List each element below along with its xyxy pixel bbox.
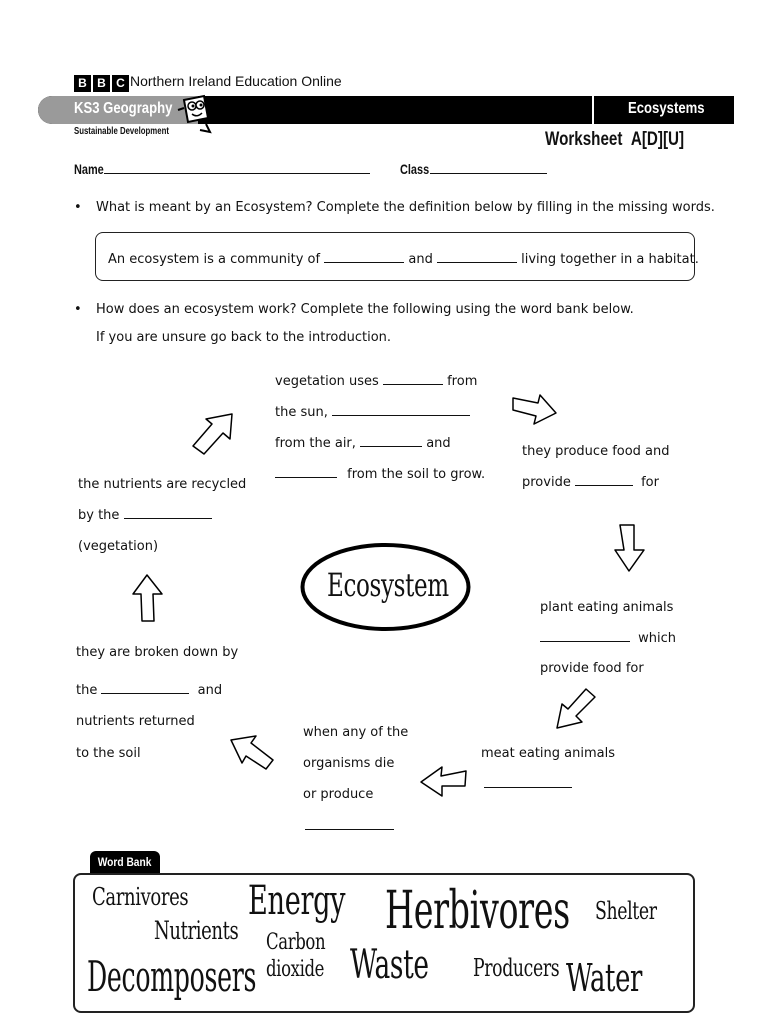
publisher-name: Northern Ireland Education Online xyxy=(130,73,342,89)
cycle-plant-line2 xyxy=(540,631,676,647)
bullet: • xyxy=(74,200,82,215)
cycle-text: from xyxy=(447,374,478,389)
vegetation-blank-4[interactable] xyxy=(275,467,337,478)
cycle-text: and xyxy=(426,436,451,451)
cycle-plant-line3: provide food for xyxy=(540,661,644,676)
produce-blank[interactable] xyxy=(575,475,633,486)
cycle-text: vegetation uses xyxy=(275,374,379,389)
cycle-text: for xyxy=(641,475,659,490)
cycle-produce-line1: they produce food and xyxy=(522,444,670,459)
cycle-text: from the air, xyxy=(275,436,356,451)
worksheet-label xyxy=(545,128,684,152)
cycle-recycled-line1: the nutrients are recycled xyxy=(78,477,247,492)
ecosystem-title: Ecosystem xyxy=(327,566,449,604)
cycle-text: from the soil to grow. xyxy=(347,467,486,482)
mascot-icon xyxy=(170,90,218,136)
word-bank-word: Nutrients xyxy=(154,916,239,945)
vegetation-blank-3[interactable] xyxy=(360,436,422,447)
cycle-meat-line1: meat eating animals xyxy=(481,746,615,761)
cycle-vegetation-line4 xyxy=(275,467,485,483)
word-bank-word: Carnivores xyxy=(92,883,189,911)
cycle-die-line3: or produce xyxy=(303,787,374,802)
plant-blank[interactable] xyxy=(540,631,630,642)
cycle-text: which xyxy=(638,631,677,646)
bullet: • xyxy=(74,302,82,317)
topic-title: Ecosystems xyxy=(628,100,705,117)
class-label: Class xyxy=(400,161,430,177)
cycle-recycled-line3: (vegetation) xyxy=(78,539,159,554)
arrow-right-icon xyxy=(510,388,560,428)
word-bank-title: Word Bank xyxy=(98,855,152,869)
name-field[interactable] xyxy=(104,173,370,174)
class-field[interactable] xyxy=(430,173,547,174)
cycle-broken-line1: they are broken down by xyxy=(76,645,239,660)
bbc-logo-letter: B xyxy=(93,75,110,92)
vegetation-blank-2[interactable] xyxy=(332,405,470,416)
die-blank[interactable] xyxy=(305,829,394,830)
cycle-text: provide xyxy=(522,475,571,490)
word-bank-word: Decomposers xyxy=(87,952,257,1001)
cycle-die-line2: organisms die xyxy=(303,756,395,771)
arrow-down-icon xyxy=(612,522,648,574)
arrow-left-icon xyxy=(418,764,470,800)
recycled-blank[interactable] xyxy=(124,508,212,519)
arrow-up-icon xyxy=(130,572,166,624)
word-bank-word: Herbivores xyxy=(385,881,570,941)
word-bank-word: Producers xyxy=(473,954,560,982)
bbc-logo xyxy=(74,72,131,92)
broken-blank[interactable] xyxy=(101,683,189,694)
meat-blank[interactable] xyxy=(484,787,572,788)
definition-part1: An ecosystem is a community of xyxy=(108,252,321,267)
arrow-down-left-icon xyxy=(554,686,598,732)
worksheet-levels: A[D][U] xyxy=(630,129,685,150)
definition-part3: living together in a habitat. xyxy=(521,252,699,267)
definition-text xyxy=(108,252,699,268)
cycle-text: by the xyxy=(78,508,120,523)
subtitle: Sustainable Development xyxy=(74,126,169,137)
arrow-left-up-icon xyxy=(228,730,276,772)
arrow-up-right-icon xyxy=(190,410,236,456)
vegetation-blank-1[interactable] xyxy=(383,374,443,385)
cycle-text: the xyxy=(76,683,98,698)
name-label: Name xyxy=(74,161,104,177)
cycle-broken-line4: to the soil xyxy=(76,746,141,761)
header-divider xyxy=(592,96,594,124)
cycle-broken-line2 xyxy=(76,683,222,699)
question1-prompt: What is meant by an Ecosystem? Complete the definition below by filling in the missing words. xyxy=(96,200,715,215)
definition-part2: and xyxy=(408,252,433,267)
cycle-produce-line2 xyxy=(522,475,659,491)
bbc-logo-letter: B xyxy=(74,75,91,92)
word-bank-word: Energy xyxy=(248,878,346,924)
word-bank-word: Water xyxy=(566,956,643,1000)
word-bank-word: dioxide xyxy=(266,957,325,982)
cycle-text: the sun, xyxy=(275,405,328,420)
word-bank-word: Shelter xyxy=(595,897,657,925)
cycle-recycled-line2 xyxy=(78,508,212,524)
definition-blank-1[interactable] xyxy=(324,252,404,263)
cycle-die-line1: when any of the xyxy=(303,725,409,740)
word-bank-word: Carbon xyxy=(266,930,326,955)
cycle-vegetation-line3 xyxy=(275,436,451,452)
cycle-vegetation-line1 xyxy=(275,374,477,390)
worksheet-word: Worksheet xyxy=(545,129,623,150)
question2-prompt-line2: If you are unsure go back to the introduction. xyxy=(96,330,392,345)
bbc-logo-letter: C xyxy=(112,75,129,92)
cycle-vegetation-line2 xyxy=(275,405,470,421)
word-bank-tab xyxy=(90,851,160,874)
cycle-plant-line1: plant eating animals xyxy=(540,600,674,615)
subject-title: KS3 Geography xyxy=(74,100,173,117)
question2-prompt-line1: How does an ecosystem work? Complete the following using the word bank below. xyxy=(96,302,634,317)
word-bank-word: Waste xyxy=(350,942,429,988)
cycle-broken-line3: nutrients returned xyxy=(76,714,195,729)
cycle-text: and xyxy=(197,683,223,698)
definition-blank-2[interactable] xyxy=(437,252,517,263)
